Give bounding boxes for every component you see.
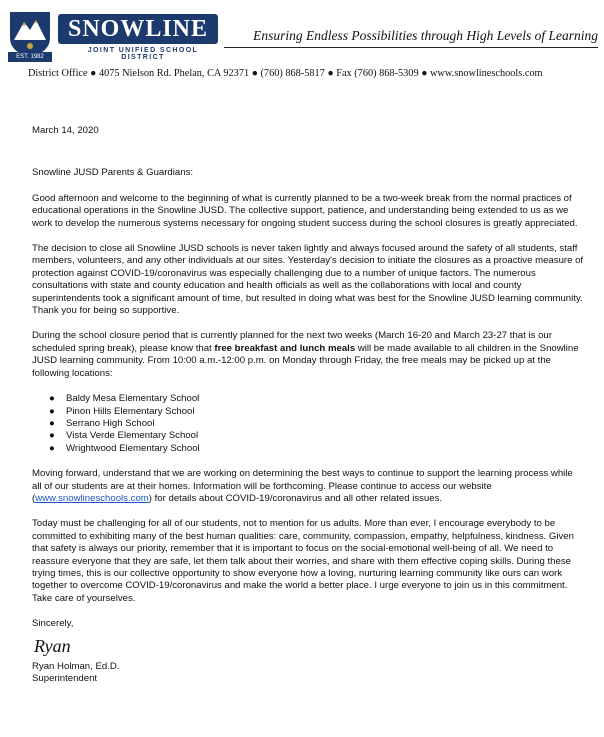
meal-locations-list [32,393,584,455]
remote-text-after: ) for details about COVID-19/coronavirus and all other related issues. [148,492,443,504]
location-name: Serrano High School [66,417,155,429]
logo-established: EST. 1982 [8,52,52,62]
paragraph-free-meals [32,330,584,380]
contact-address: 4075 Nielson Rd. Phelan, CA 92371 [98,68,250,79]
location-name: Vista Verde Elementary School [66,430,199,442]
paragraph-encouragement: Today must be challenging for all of our students, not to mention for us adults. More than ever, I encourage everybody to be committed to exhibiting many of the best human qualities: care, community, compassion, empathy, helpfulness, kindness. Given that safety is always our priority, remember that it is important to focus on the social-emotional well-being of all. We need to reassure everyone that they are safe, let them talk about their worries, and share with them effective coping skills. During these trying times, this is our collective opportunity to show everyone how a loving, nurturing learning community like ours can work together to overcome COVID-19/coronavirus and make the world a better place. I urge everyone to join us in this commitment. Take care of yourselves. [32,518,574,604]
location-name: Wrightwood Elementary School [66,442,200,454]
bullet-icon: ● [49,442,55,454]
contact-fax: Fax (760) 868-5309 [336,68,419,79]
logo-subtitle: JOINT UNIFIED SCHOOL DISTRICT [87,47,199,61]
list-item [49,442,584,455]
letterhead [0,0,604,96]
meals-text-before: During the school closure period that is currently planned for the next two weeks (March 16-20 and March 23-27 that is our scheduled spring break), please know that [32,330,552,354]
location-name: Baldy Mesa Elementary School [66,393,200,405]
location-name: Pinon Hills Elementary School [66,405,195,417]
contact-label: District Office [28,68,88,79]
contact-website-link[interactable]: www.snowlineschools.com [429,68,543,79]
paragraph-remote-learning [32,468,584,505]
letter-body [32,125,584,685]
signature: Ryan [34,635,71,656]
bullet-separator: ● [421,68,430,79]
letter-date: March 14, 2020 [32,125,99,136]
salutation: Snowline JUSD Parents & Guardians: [32,167,194,179]
list-item [49,405,584,418]
bullet-separator: ● [90,68,99,79]
paragraph-welcome: Good afternoon and welcome to the beginning of what is currently planned to be a two-week break from the normal practices of educational operations in the Snowline JUSD. The collective support, patience, and understanding being extended to us as we work to develop the numerous systems necessary for ongoing student success during the school closures is greatly appreciated. [32,192,578,229]
closing: Sincerely, [32,618,74,630]
tagline: Ensuring Endless Possibilities through High Levels of Learning [224,28,598,48]
meals-emphasis: free breakfast and lunch meals [214,342,356,354]
meals-text-after: will be made available to all children in the Snowline JUSD learning community. From 10:00 a.m.-12:00 p.m. on Monday through Friday, the free meals may be picked up at the following locations: [32,342,579,379]
bullet-icon: ● [49,430,55,442]
website-link[interactable]: www.snowlineschools.com [35,492,149,504]
bullet-icon: ● [49,393,55,405]
bullet-separator: ● [327,68,337,79]
mountain-seal-icon [6,8,54,58]
list-item [49,393,584,405]
remote-text-before: Moving forward, understand that we are working on determining the best ways to continue to support the learning process while all of our students are at their homes. Information will be forthcoming. Please continue to access our website ( [32,468,573,504]
bullet-icon: ● [49,417,55,429]
district-logo [6,8,218,64]
signer-name: Ryan Holman, Ed.D. [32,660,120,672]
list-item [49,430,584,442]
contact-phone: (760) 868-5817 [260,68,325,79]
contact-line [28,68,604,79]
paragraph-closure-decision: The decision to close all Snowline JUSD schools is never taken lightly and always focused around the safety of all students, staff members, volunteers, and any other individuals at our sites. Yesterday's decision to initiate the closures as a proactive measure of protection against COVID-19/coronavirus was especially challenging due to a number of unique factors. The numerous consultations with state and county education and health officials as well as the collaborations with local and county superintendents took a significant amount of time, but resulted in doing what was best for the Snowline JUSD learning community. Thank you for being so supportive. [32,243,584,317]
logo-wordmark: SNOWLINE [58,14,218,44]
bullet-separator: ● [251,68,261,79]
signer-title: Superintendent [32,673,98,684]
list-item [49,417,584,430]
bullet-icon: ● [49,405,55,417]
